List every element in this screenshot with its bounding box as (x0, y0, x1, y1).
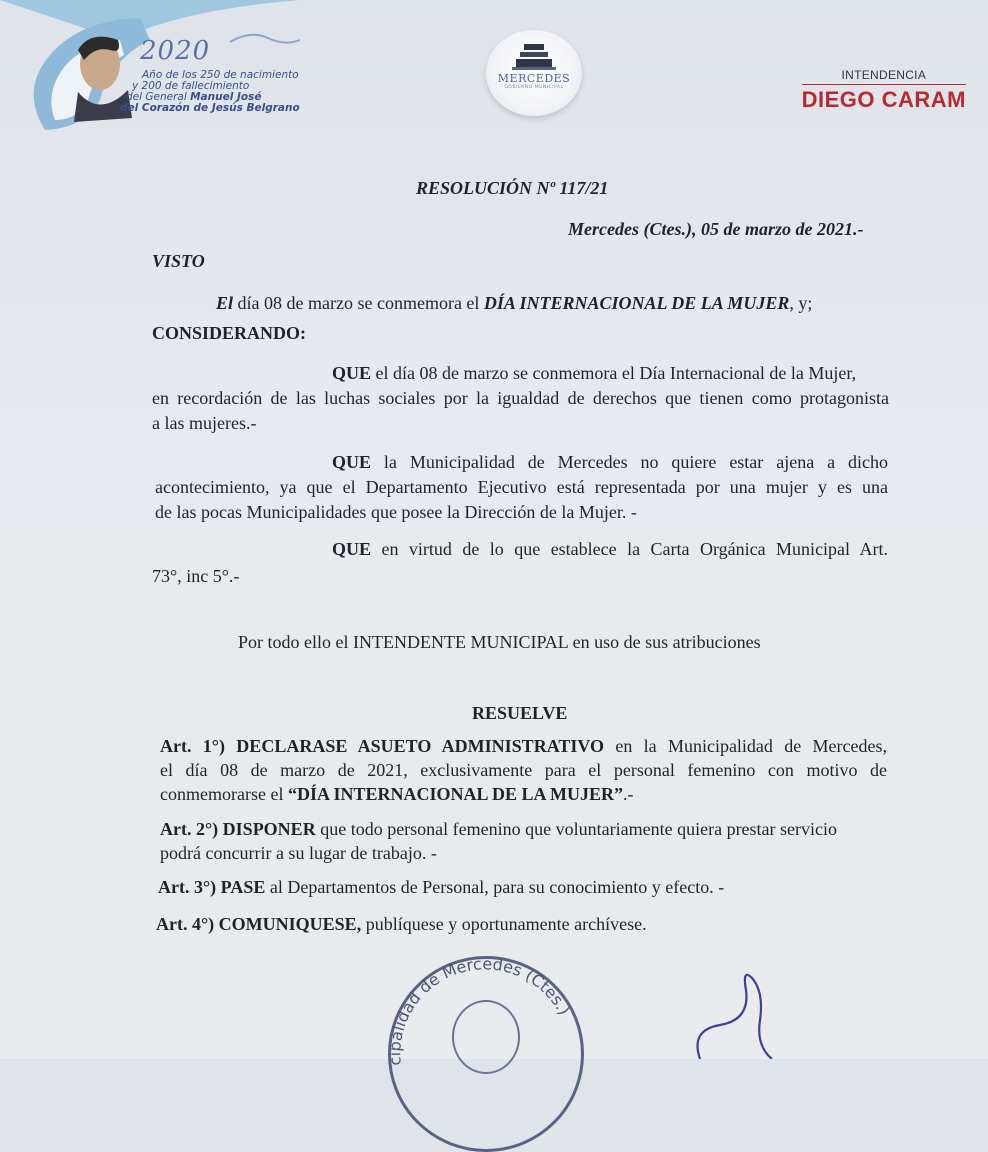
considerando-heading: CONSIDERANDO: (152, 323, 307, 343)
que3-line: 73°, inc 5°.- (152, 566, 240, 586)
intendencia-block (802, 68, 966, 113)
motto-text-part: del General (126, 91, 191, 103)
year-label: 2020 (140, 36, 211, 66)
visto-el: El (216, 293, 234, 313)
que-keyword: QUE (332, 452, 372, 472)
article-3 (158, 875, 724, 900)
article-text: conmemorarse el (160, 784, 288, 804)
article-2-line: podrá concurrir a su lugar de trabajo. - (160, 843, 437, 863)
que3-line (332, 537, 888, 562)
que-keyword: QUE (332, 539, 372, 559)
que1-line: en recordación de las luchas sociales por la igualdad de derechos que tienen como protagonista (152, 388, 889, 408)
visto-text: , y; (789, 293, 813, 313)
que1-line (332, 361, 856, 386)
seal-subtitle: GOBIERNO MUNICIPAL (504, 85, 564, 90)
motto-line: del Corazón de Jesús Belgrano (120, 102, 300, 114)
seal-name: MERCEDES (497, 72, 571, 85)
intendencia-label: INTENDENCIA (802, 68, 966, 85)
visto-paragraph (216, 291, 812, 316)
que-text: en virtud de lo que establece la Carta Orgánica Municipal Art. (371, 539, 888, 559)
article-text: en la Municipalidad de Mercedes, (604, 736, 888, 756)
intendente-name: DIEGO CARAM (801, 87, 966, 112)
que1-line: a las mujeres.- (152, 413, 257, 433)
que-text: el día 08 de marzo se conmemora el Día Internacional de la Mujer, (371, 363, 857, 383)
que2-line: de las pocas Municipalidades que posee la Dirección de la Mujer. - (155, 502, 637, 522)
resuelve-heading: RESUELVE (472, 703, 568, 723)
visto-emphasis: DÍA INTERNACIONAL DE LA MUJER (483, 293, 790, 313)
article-1-line: el día 08 de marzo de 2021, exclusivamente para el personal femenino con motivo de (160, 760, 887, 780)
que-keyword: QUE (332, 363, 372, 383)
visto-text: día 08 de marzo se conmemora el (233, 293, 484, 313)
article-1-line (160, 782, 634, 807)
article-text: .- (623, 784, 634, 804)
que2-line: acontecimiento, ya que el Departamento Ejecutivo está representada por una mujer y es una (155, 477, 888, 497)
article-1 (160, 734, 887, 759)
signature (680, 960, 800, 1059)
que-text: la Municipalidad de Mercedes no quiere estar ajena a dicho (371, 452, 888, 472)
por-todo-ello: Por todo ello el INTENDENTE MUNICIPAL en uso de sus atribuciones (238, 632, 761, 652)
belgrano-logo (0, 0, 340, 140)
motto-bold-part: Manuel José (190, 91, 262, 103)
article-text: al Departamentos de Personal, para su conocimiento y efecto. - (265, 877, 725, 897)
motto-line: y 200 de fallecimiento (132, 80, 250, 92)
stamp-text (383, 955, 583, 1065)
article-2 (160, 817, 837, 842)
motto-line: Año de los 250 de nacimiento (142, 69, 299, 81)
article-keyword: Art. 1°) DECLARASE ASUETO ADMINISTRATIVO (160, 736, 605, 756)
resolution-title: RESOLUCIÓN Nº 117/21 (416, 178, 609, 198)
resolution-date: Mercedes (Ctes.), 05 de marzo de 2021.- (568, 219, 864, 239)
stamp-text-path: cipalidad de Mercedes (Ctes.) (385, 955, 575, 1065)
article-4 (156, 912, 647, 937)
article-emphasis: “DÍA INTERNACIONAL DE LA MUJER” (287, 784, 624, 804)
article-keyword: Art. 3°) PASE (158, 877, 266, 897)
article-keyword: Art. 4°) COMUNIQUESE, (156, 914, 362, 934)
motto-text (112, 70, 342, 114)
visto-heading: VISTO (152, 251, 205, 271)
article-text: que todo personal femenino que voluntariamente quiera prestar servicio (315, 819, 838, 839)
svg-text:cipalidad de Mercedes (Ctes.) (385, 955, 574, 1065)
mercedes-seal (486, 30, 582, 116)
article-text: publíquese y oportunamente archívese. (361, 914, 647, 934)
que2-line (332, 450, 888, 475)
article-keyword: Art. 2°) DISPONER (160, 819, 316, 839)
